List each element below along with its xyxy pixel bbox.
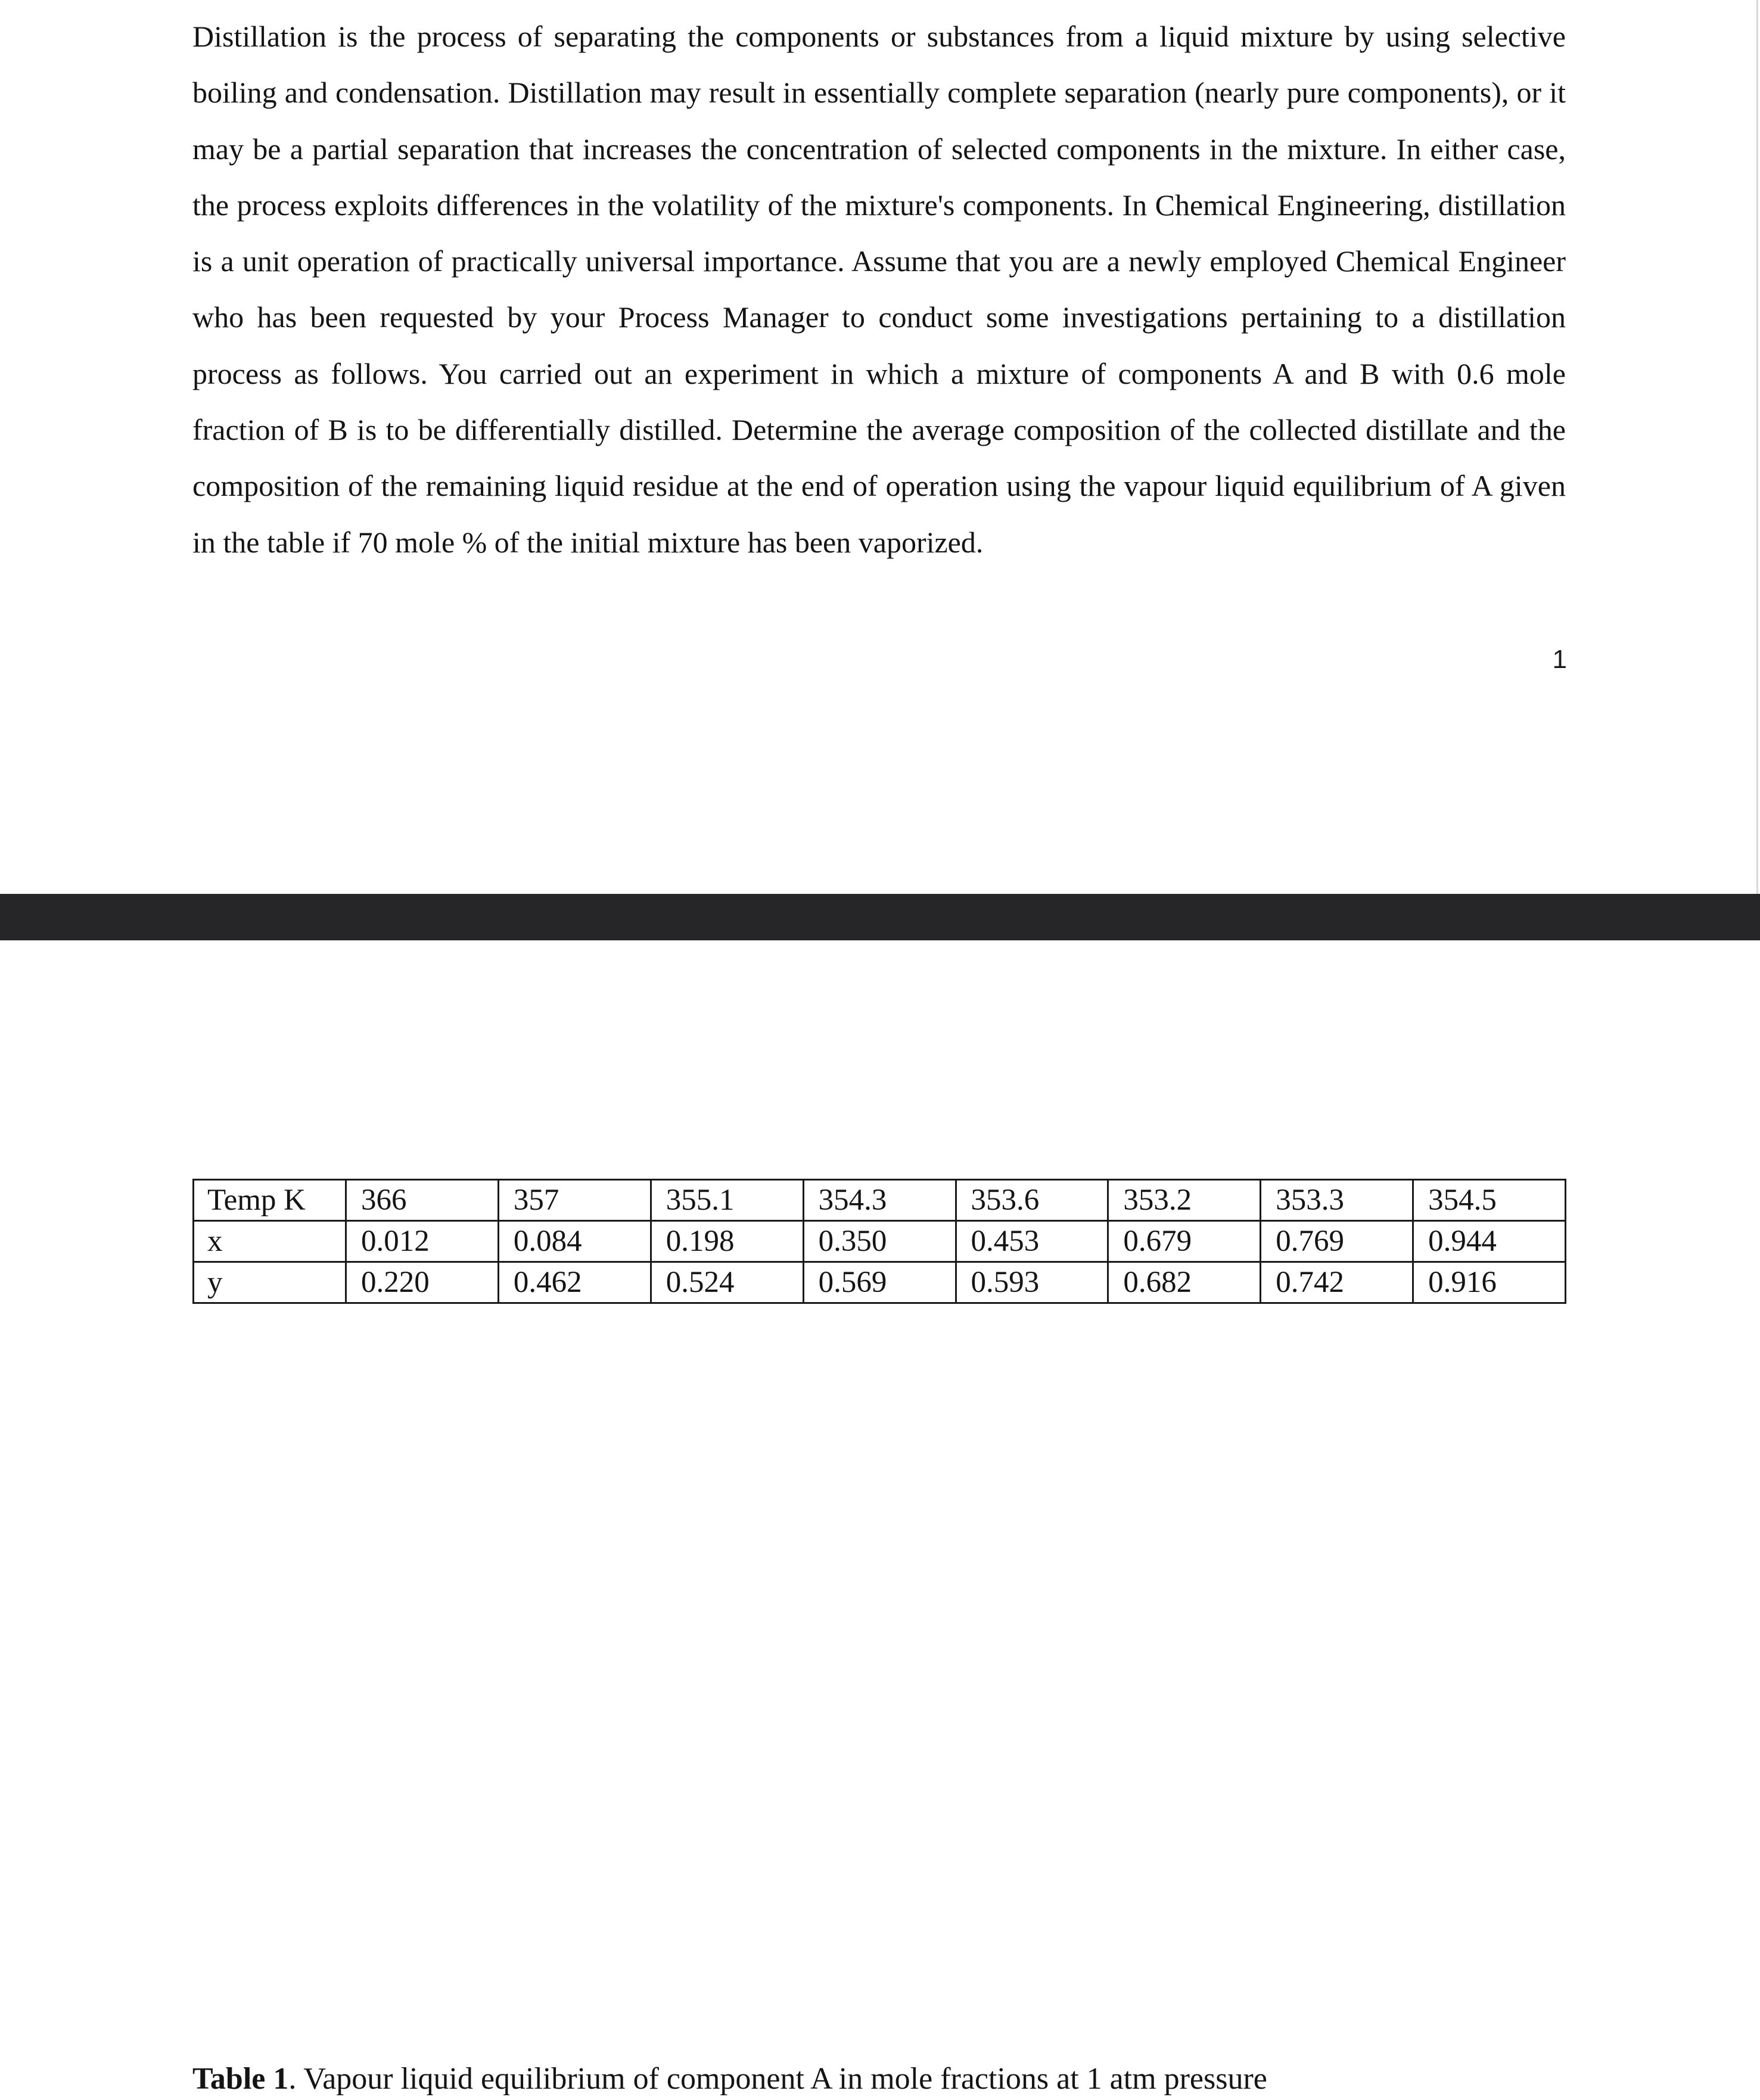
row-header-temp: Temp K <box>194 1180 346 1221</box>
table-cell: 353.6 <box>956 1180 1108 1221</box>
page-edge-divider <box>1756 0 1758 894</box>
table-caption-label: Table 1 <box>192 2062 289 2096</box>
table-row-y <box>194 1262 1566 1303</box>
table-cell: 0.916 <box>1413 1262 1566 1303</box>
table-cell: 0.350 <box>803 1221 956 1262</box>
table-cell: 355.1 <box>651 1180 803 1221</box>
table-cell: 0.569 <box>803 1262 956 1303</box>
document-page-1 <box>0 0 1760 894</box>
table-cell: 354.5 <box>1413 1180 1566 1221</box>
page-number: 1 <box>1552 645 1567 674</box>
table-row-temperature <box>194 1180 1566 1221</box>
table-cell: 0.084 <box>498 1221 651 1262</box>
table-cell: 0.453 <box>956 1221 1108 1262</box>
row-header-x: x <box>194 1221 346 1262</box>
table-cell: 0.679 <box>1108 1221 1261 1262</box>
row-header-y: y <box>194 1262 346 1303</box>
table-cell: 366 <box>346 1180 499 1221</box>
table-row-x <box>194 1221 1566 1262</box>
problem-paragraph: Distillation is the process of separating the components or substances from a liquid mixture by using selective boiling and condensation. Distillation may result in essentially complete separation (nearly pure components), or it may be a partial separation that increases the concentration of selected components in the mixture. In either case, the process exploits differences in the volatility of the mixture's components. In Chemical Engineering, distillation is a unit operation of practically universal importance. Assume that you are a newly employed Chemical Engineer who has been requested by your Process Manager to conduct some investigations pertaining to a distillation process as follows. You carried out an experiment in which a mixture of components A and B with 0.6 mole fraction of B is to be differentially distilled. Determine the average composition of the collected distillate and the composition of the remaining liquid residue at the end of operation using the vapour liquid equilibrium of A given in the table if 70 mole % of the initial mixture has been vaporized. <box>192 20 1566 559</box>
vle-table <box>192 1179 1566 1304</box>
table-cell: 0.682 <box>1108 1262 1261 1303</box>
page-separator <box>0 894 1760 940</box>
table-cell: 353.3 <box>1261 1180 1413 1221</box>
table-cell: 0.944 <box>1413 1221 1566 1262</box>
table-cell: 0.462 <box>498 1262 651 1303</box>
table-cell: 0.524 <box>651 1262 803 1303</box>
table-cell: 0.769 <box>1261 1221 1413 1262</box>
table-cell: 354.3 <box>803 1180 956 1221</box>
table-cell: 0.742 <box>1261 1262 1413 1303</box>
table-cell: 0.593 <box>956 1262 1108 1303</box>
table-cell: 0.012 <box>346 1221 499 1262</box>
table-caption <box>192 2058 1267 2100</box>
table-cell: 0.198 <box>651 1221 803 1262</box>
table-cell: 0.220 <box>346 1262 499 1303</box>
table-cell: 353.2 <box>1108 1180 1261 1221</box>
table-cell: 357 <box>498 1180 651 1221</box>
table-caption-text: . Vapour liquid equilibrium of component A in mole fractions at 1 atm pressure <box>288 2062 1267 2096</box>
